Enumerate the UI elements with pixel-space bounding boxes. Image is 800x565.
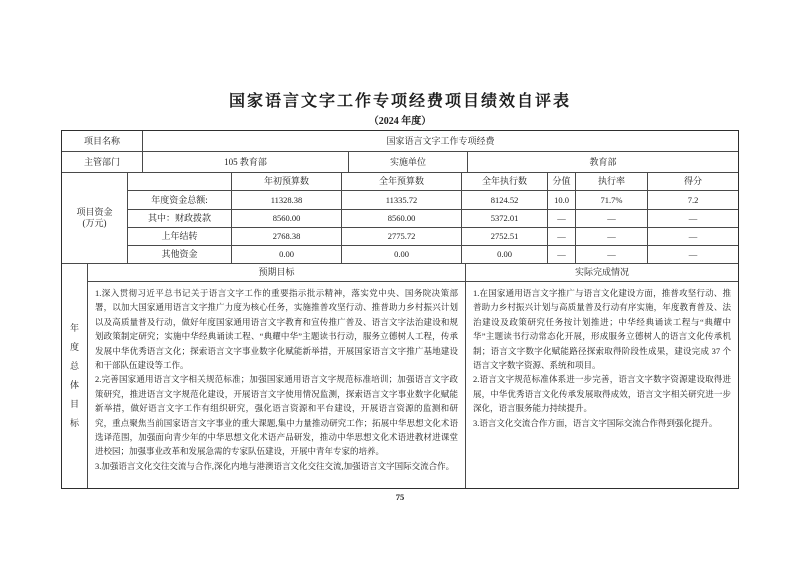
implementer-value: 教育部: [468, 152, 738, 173]
funding-cell: 0.00: [462, 246, 548, 264]
funding-row-label: 年度资金总额:: [128, 191, 232, 210]
funding-cell: 5372.01: [462, 210, 548, 228]
page-title: 国家语言文字工作专项经费项目绩效自评表: [228, 93, 571, 110]
funding-cell: —: [548, 210, 576, 228]
funding-header-annual-execution: 全年执行数: [462, 173, 548, 191]
goals-label-text: 年度总体目标: [70, 323, 80, 428]
funding-header-blank: [128, 173, 232, 191]
actual-completion-header: 实际完成情况: [466, 264, 738, 282]
funding-cell: 8560.00: [232, 210, 342, 228]
funding-cell: —: [548, 246, 576, 264]
funding-cell: 2775.72: [342, 228, 462, 246]
expected-goal-item: 2.完善国家通用语言文字相关规范标准；加强国家通用语言文字规范标准培训；加强语言文字政策研究，推进语言文字规范化建设，开展语言文字使用情况监测，探索语言文字事业数字化赋能新举措，做好语言文字工作有组织研究，强化语言资源和平台建设，开展语言资源的监测和研究，重点聚焦当前国家语言文字事业的重大课题,集中力量推动研究工作；拓展中华思想文化术语选译范围，加强面向青少年的中华思想文化术语产品研发，推动中华思想文化术语进教材进课堂进校园；加强事业改革和发展急需的专家队伍建设，开展中青年专家的培养。: [95, 374, 458, 457]
project-name-value: 国家语言文字工作专项经费: [143, 131, 738, 152]
actual-completion-item: 1.在国家通用语言文字推广与语言文化建设方面，推普攻坚行动、推普助力乡村振兴计划与高质量普及行动有序实施，年度教育普及、法治建设及政策研究任务按计划推进；中华经典诵读工程与“典耀中华”主题读书行动常态化开展，形成服务立德树人的语言文化传承机制；语言文字数字化赋能路径探索取得阶段性成果，建设完成 37 个语言文字数字资源、系统和项目。: [473, 288, 731, 371]
page-subtitle: （2024 年度）: [368, 116, 432, 127]
implementer-label: 实施单位: [349, 152, 468, 173]
page-number: 75: [395, 492, 405, 502]
funding-cell: —: [648, 246, 738, 264]
goals-section-label: [62, 264, 88, 488]
funding-cell: 8124.52: [462, 191, 548, 210]
expected-goal-item: 1.深入贯彻习近平总书记关于语言文字工作的重要指示批示精神，落实党中央、国务院决策部署，以加大国家通用语言文字推广力度为核心任务，实施推普攻坚行动、推普助力乡村振兴计划以及高质量普及行动，做好年度国家通用语言文字教育和宣传推广普及、语言文字法治建设和规划政策制定研究；实施中华经典诵读工程、“典耀中华”主题读书行动，服务立德树人工程，传承发展中华优秀语言文化；探索语言文字事业数字化赋能新举措，开展国家语言文字推广基地建设和干部队伍建设等工作。: [95, 288, 458, 371]
funding-section: [62, 173, 738, 264]
funding-label-line2: (万元): [82, 218, 107, 228]
funding-cell: —: [548, 228, 576, 246]
funding-cell: 11335.72: [342, 191, 462, 210]
funding-header-score-weight: 分值: [548, 173, 576, 191]
funding-cell: —: [576, 228, 648, 246]
expected-goal-item: 3.加强语言文化交往交流与合作,深化内地与港澳语言文化交往交流,加强语言文字国际交流合作。: [95, 460, 455, 471]
actual-completion-content: [466, 282, 738, 488]
goals-section: [62, 264, 738, 488]
department-value: 105 教育部: [143, 152, 349, 173]
funding-header-execution-rate: 执行率: [576, 173, 648, 191]
funding-cell: 0.00: [232, 246, 342, 264]
department-label: 主管部门: [62, 152, 143, 173]
funding-section-label: [62, 173, 128, 264]
expected-goals-content: [88, 282, 466, 488]
funding-cell: 8560.00: [342, 210, 462, 228]
funding-cell: 10.0: [548, 191, 576, 210]
funding-row-label: 其中：财政拨款: [128, 210, 232, 228]
actual-completion-item: 3.语言文化交流合作方面，语言文字国际交流合作得到强化提升。: [473, 417, 718, 428]
info-section: [62, 131, 738, 173]
funding-cell: 0.00: [342, 246, 462, 264]
funding-row-label: 其他资金: [128, 246, 232, 264]
funding-header-score: 得分: [648, 173, 738, 191]
funding-cell: 71.7%: [576, 191, 648, 210]
funding-cell: 11328.38: [232, 191, 342, 210]
funding-cell: 2768.38: [232, 228, 342, 246]
actual-completion-item: 2.语言文字规范标准体系进一步完善，语言文字数字资源建设取得进展，中华优秀语言文化传承发展取得成效，语言文字相关研究进一步深化，语言服务能力持续提升。: [473, 374, 731, 414]
evaluation-table: [61, 130, 739, 489]
funding-cell: 7.2: [648, 191, 738, 210]
funding-row-label: 上年结转: [128, 228, 232, 246]
funding-header-annual-budget: 全年预算数: [342, 173, 462, 191]
funding-cell: —: [576, 210, 648, 228]
funding-cell: —: [648, 210, 738, 228]
funding-cell: —: [576, 246, 648, 264]
funding-cell: 2752.51: [462, 228, 548, 246]
project-name-label: 项目名称: [62, 131, 143, 152]
funding-header-initial-budget: 年初预算数: [232, 173, 342, 191]
expected-goals-header: 预期目标: [88, 264, 466, 282]
funding-cell: —: [648, 228, 738, 246]
funding-label-line1: 项目资金: [76, 207, 113, 218]
